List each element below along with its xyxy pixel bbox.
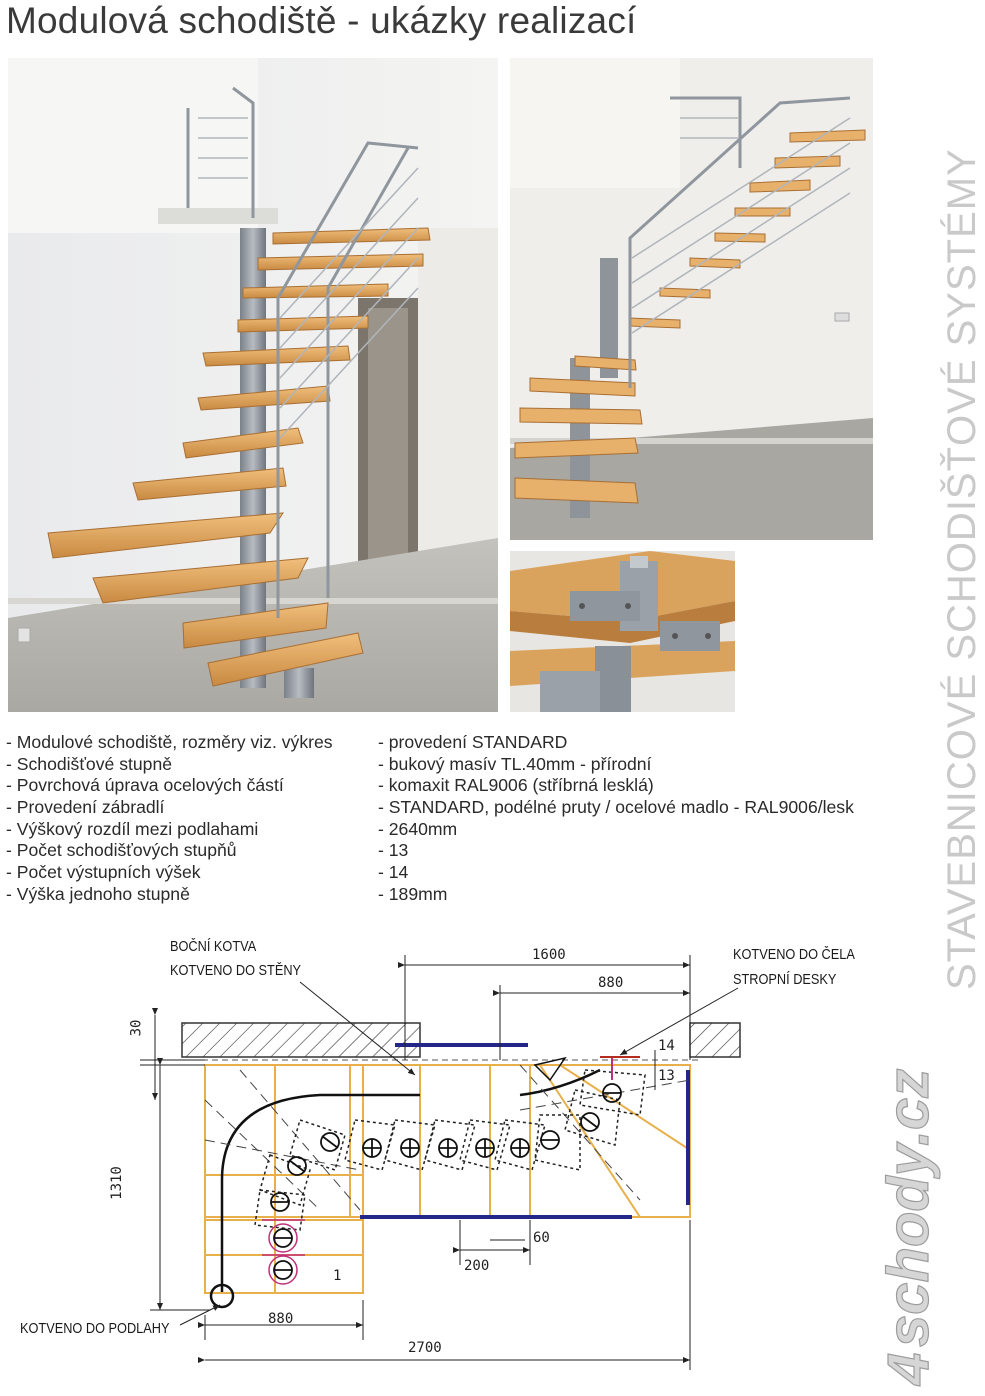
spec-label: - Výška jednoho stupně <box>6 883 190 904</box>
dim-14: 14 <box>658 1038 675 1054</box>
dim-60: 60 <box>533 1230 550 1246</box>
spec-label: - Schodišťové stupně <box>6 753 173 774</box>
photo-staircase-left <box>8 58 498 712</box>
spec-value: - 2640mm <box>378 818 458 839</box>
spec-value: - 13 <box>378 840 409 861</box>
dim-880-bottom: 880 <box>268 1311 294 1327</box>
photo-staircase-right <box>510 58 873 540</box>
spec-label: - Modulové schodiště, rozměry viz. výkres <box>6 732 333 752</box>
spec-label: - Povrchová úprava ocelových částí <box>6 775 284 796</box>
spec-value: - 189mm <box>378 883 448 904</box>
dim-880-top: 880 <box>598 975 624 991</box>
spec-label: - Výškový rozdíl mezi podlahami <box>6 818 259 839</box>
label-side-anchor-1: BOČNÍ KOTVA <box>170 938 257 955</box>
spec-value: - bukový masív TL.40mm - přírodní <box>378 753 652 774</box>
dim-1310: 1310 <box>108 1166 125 1200</box>
dim-1: 1 <box>333 1268 342 1284</box>
page-title: Modulová schodiště - ukázky realizací <box>6 0 637 41</box>
dim-200: 200 <box>464 1258 490 1274</box>
spec-value: - STANDARD, podélné pruty / ocelové madlo - RAL9006/lesk <box>378 797 854 818</box>
label-ceiling-anchor-2: STROPNÍ DESKY <box>733 971 837 988</box>
dim-2700: 2700 <box>408 1340 442 1356</box>
dim-13: 13 <box>658 1068 675 1084</box>
side-text-vertical: STAVEBNICOVÉ SCHODIŠŤOVÉ SYSTÉMY <box>940 148 984 990</box>
spec-value: - provedení STANDARD <box>378 732 568 752</box>
label-ceiling-anchor-1: KOTVENO DO ČELA <box>733 946 855 963</box>
label-floor-anchor: KOTVENO DO PODLAHY <box>20 1320 170 1337</box>
spec-value: - komaxit RAL9006 (stříbrná lesklá) <box>378 775 654 796</box>
photo-detail-connection <box>510 551 735 712</box>
spec-label: - Provedení zábradlí <box>6 797 165 818</box>
label-side-anchor-2: KOTVENO DO STĚNY <box>170 962 302 979</box>
svg-text:4: 4 <box>876 1352 941 1385</box>
spec-label: - Počet schodišťových stupňů <box>6 840 237 861</box>
brand-logo <box>866 1020 946 1390</box>
logo-text: schody.cz <box>876 1068 941 1347</box>
spec-label: - Počet výstupních výšek <box>6 862 201 883</box>
dim-30: 30 <box>128 1019 145 1037</box>
dim-1600: 1600 <box>532 947 566 963</box>
plan-drawing <box>0 920 870 1391</box>
spec-value: - 14 <box>378 862 409 883</box>
